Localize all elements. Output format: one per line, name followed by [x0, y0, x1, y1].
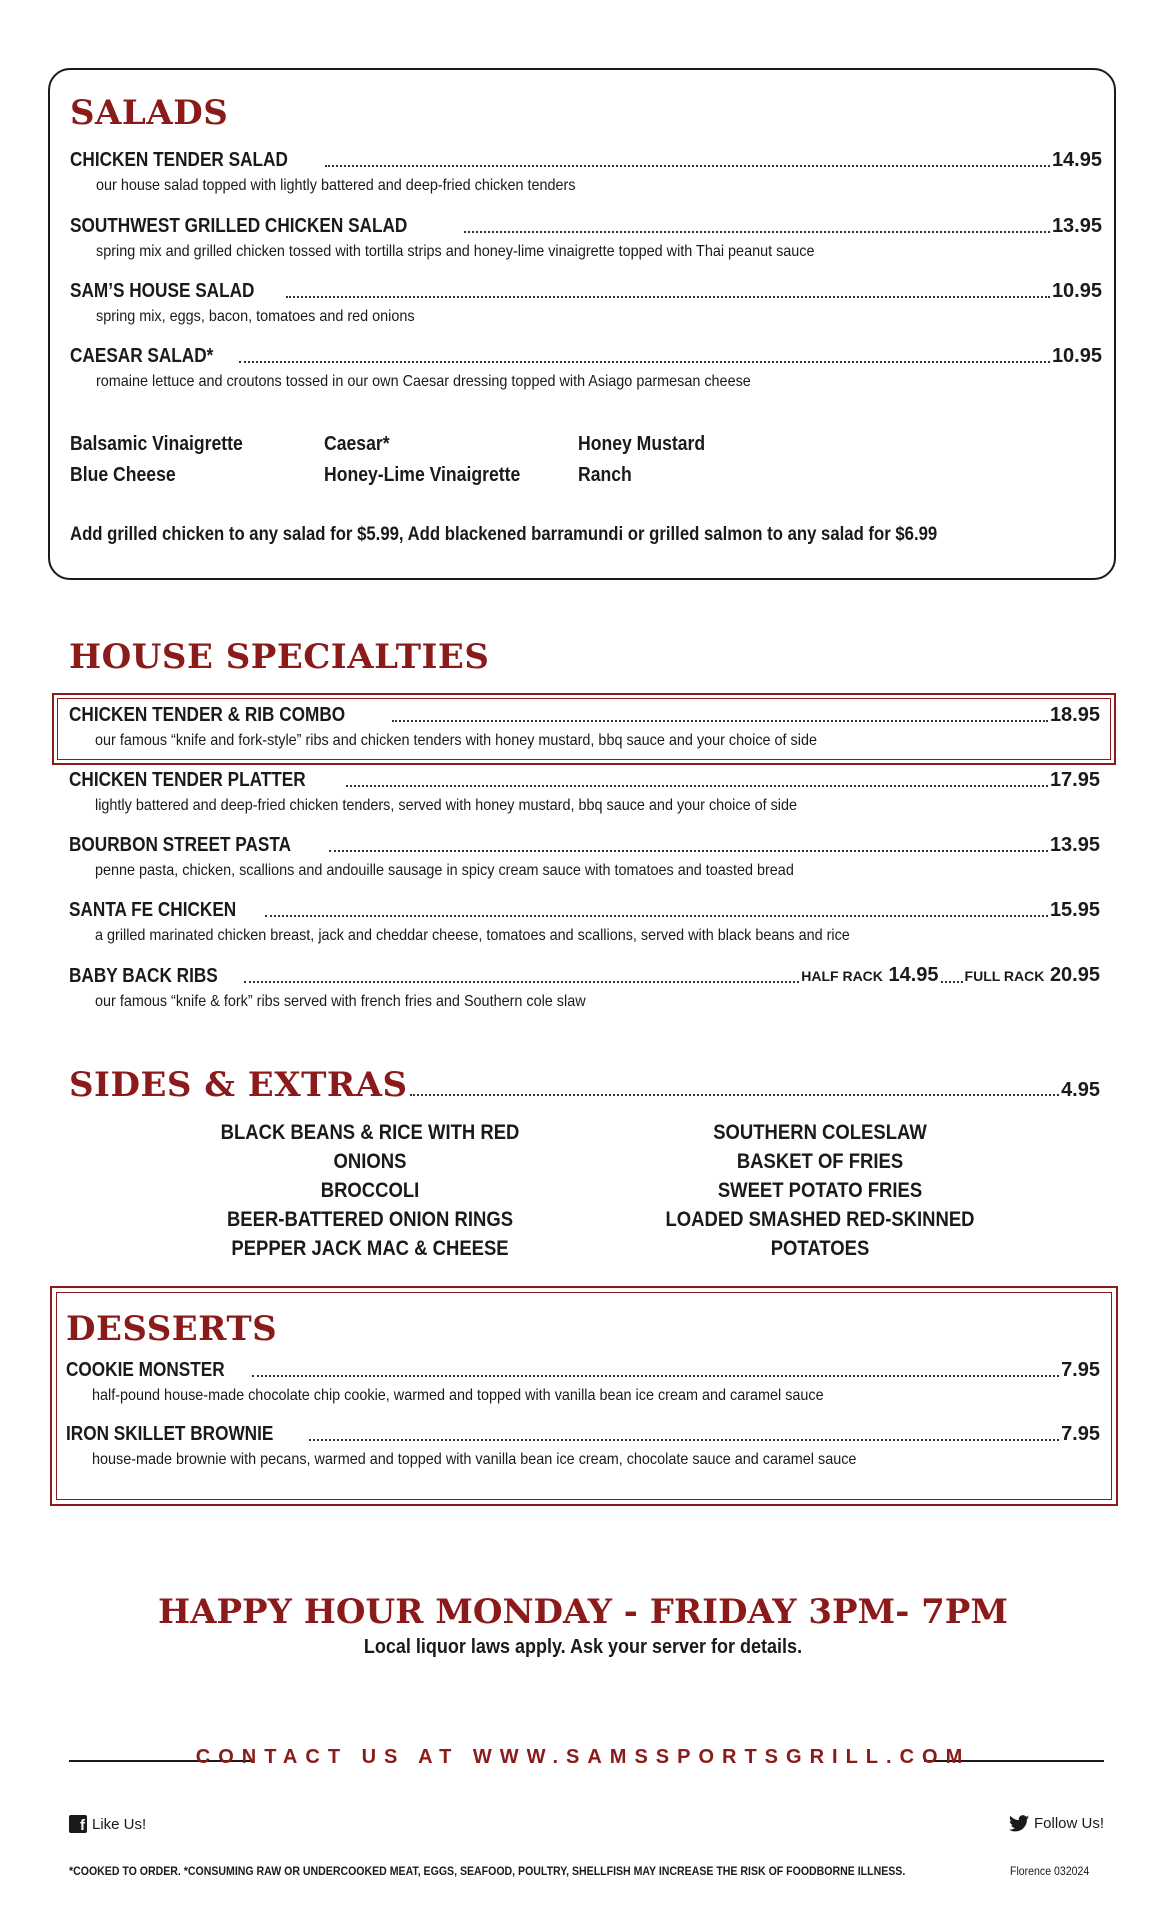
item-price: 7.95	[1061, 1359, 1100, 1381]
side-item: PEPPER JACK MAC & CHEESE	[231, 1237, 509, 1260]
dressing-option: Honey Mustard	[578, 433, 706, 455]
menu-code: Florence 032024	[1010, 1864, 1090, 1878]
twitter-link[interactable]	[1009, 1815, 1104, 1832]
item-price: 15.95	[1049, 899, 1100, 921]
dressing-option: Blue Cheese	[70, 464, 176, 486]
item-name: CAESAR SALAD*	[70, 345, 214, 367]
facebook-icon: f	[69, 1815, 87, 1833]
item-description: our famous “knife & fork” ribs served with french fries and Southern cole slaw	[95, 993, 586, 1010]
sides-header	[69, 1065, 1100, 1105]
item-name: IRON SKILLET BROWNIE	[66, 1423, 274, 1445]
twitter-bird-icon	[1009, 1815, 1029, 1832]
facebook-link[interactable]	[69, 1815, 146, 1833]
item-price: 18.95	[1049, 704, 1100, 726]
item-price: 13.95	[1051, 215, 1102, 237]
item-description: house-made brownie with pecans, warmed and topped with vanilla bean ice cream, chocolate sauce and caramel sauce	[92, 1451, 857, 1468]
item-name: CHICKEN TENDER & RIB COMBO	[69, 704, 346, 726]
dressing-option: Ranch	[578, 464, 632, 486]
menu-item	[66, 1358, 1100, 1406]
item-description: romaine lettuce and croutons tossed in our own Caesar dressing topped with Asiago parmesan cheese	[96, 373, 751, 390]
leader-dots	[392, 720, 1048, 722]
dressing-column-2	[324, 429, 520, 491]
leader-dots	[325, 165, 1050, 167]
leader-dots	[265, 915, 1047, 917]
side-item: BROCCOLI	[320, 1179, 420, 1202]
side-item: SOUTHERN COLESLAW	[713, 1121, 927, 1144]
menu-item	[66, 1422, 1100, 1470]
menu-item	[69, 898, 1100, 946]
item-description: spring mix and grilled chicken tossed with tortilla strips and honey-lime vinaigrette topped with Thai peanut sauce	[96, 243, 815, 260]
item-name: SANTA FE CHICKEN	[69, 899, 237, 921]
salads-title: SALADS	[70, 93, 229, 133]
item-price: 10.95	[1051, 345, 1102, 367]
side-item: BEER-BATTERED ONION RINGS	[226, 1208, 514, 1231]
menu-item	[69, 703, 1100, 751]
item-name: CHICKEN TENDER PLATTER	[69, 769, 306, 791]
item-price: 14.95	[1051, 149, 1102, 171]
menu-item	[69, 833, 1100, 881]
sides-price: 4.95	[1061, 1079, 1100, 1101]
dressing-column-3	[578, 429, 705, 491]
item-description: half-pound house-made chocolate chip cookie, warmed and topped with vanilla bean ice cream and caramel sauce	[92, 1387, 824, 1404]
item-description: penne pasta, chicken, scallions and andouille sausage in spicy cream sauce with tomatoes and toasted bread	[95, 862, 794, 879]
menu-item	[70, 214, 1102, 262]
side-item: LOADED SMASHED RED-SKINNED POTATOES	[665, 1208, 975, 1260]
follow-label: Follow Us!	[1033, 1815, 1104, 1832]
dressing-option: Honey-Lime Vinaigrette	[324, 464, 521, 486]
item-name: SOUTHWEST GRILLED CHICKEN SALAD	[70, 215, 408, 237]
contact-link[interactable]: CONTACT US AT WWW.SAMSSPORTSGRILL.COM	[195, 1746, 971, 1768]
leader-dots	[244, 981, 799, 983]
item-price: 10.95	[1051, 280, 1102, 302]
item-description: lightly battered and deep-fried chicken tenders, served with honey mustard, bbq sauce and your choice of side	[95, 797, 798, 814]
happy-hour-title: HAPPY HOUR MONDAY - FRIDAY 3PM- 7PM	[157, 1592, 1009, 1632]
side-item: BASKET OF FRIES	[736, 1150, 904, 1173]
item-name: COOKIE MONSTER	[66, 1359, 225, 1381]
sides-list-left	[185, 1118, 555, 1263]
menu-item	[70, 344, 1102, 392]
dressing-option: Balsamic Vinaigrette	[70, 433, 243, 455]
leader-dots	[252, 1375, 1059, 1377]
dressing-option: Caesar*	[324, 433, 390, 455]
menu-item-ribs	[69, 963, 1100, 1012]
item-description: our house salad topped with lightly battered and deep-fried chicken tenders	[96, 177, 576, 194]
half-rack-price: HALF RACK 14.95	[801, 964, 939, 986]
leader-dots	[346, 785, 1048, 787]
leader-dots	[286, 296, 1049, 298]
dressing-column-1	[70, 429, 243, 491]
like-label: Like Us!	[92, 1815, 147, 1833]
leader-dots	[309, 1439, 1059, 1441]
specialties-title: HOUSE SPECIALTIES	[69, 637, 490, 677]
leader-dots	[329, 850, 1048, 852]
item-price: 17.95	[1049, 769, 1100, 791]
salad-addon-note: Add grilled chicken to any salad for $5.99, Add blackened barramundi or grilled salmon to any salad for $6.99	[70, 524, 938, 545]
full-rack-price: FULL RACK 20.95	[964, 964, 1100, 986]
sides-list-right	[626, 1118, 1013, 1263]
item-name: BOURBON STREET PASTA	[69, 834, 292, 856]
leader-dots	[464, 231, 1050, 233]
salads-section	[48, 68, 1116, 580]
side-item: BLACK BEANS & RICE WITH RED ONIONS	[220, 1121, 520, 1173]
item-price: 13.95	[1049, 834, 1100, 856]
happy-hour-subtitle: Local liquor laws apply. Ask your server for details.	[363, 1636, 803, 1658]
item-price: 7.95	[1061, 1423, 1100, 1445]
item-name: CHICKEN TENDER SALAD	[70, 149, 288, 171]
leader-dots	[410, 1094, 1059, 1096]
menu-item	[70, 148, 1102, 196]
desserts-title: DESSERTS	[66, 1309, 278, 1349]
sides-title: SIDES & EXTRAS	[69, 1065, 408, 1105]
item-name: BABY BACK RIBS	[69, 965, 218, 987]
side-item: SWEET POTATO FRIES	[717, 1179, 923, 1202]
item-description: a grilled marinated chicken breast, jack and cheddar cheese, tomatoes and scallions, served with black beans and rice	[95, 927, 850, 944]
leader-dots	[941, 981, 963, 983]
menu-item	[70, 279, 1102, 327]
item-description: our famous “knife and fork-style” ribs and chicken tenders with honey mustard, bbq sauce and your choice of side	[95, 732, 817, 749]
item-name: SAM’S HOUSE SALAD	[70, 280, 255, 302]
menu-item	[69, 768, 1100, 816]
leader-dots	[239, 361, 1050, 363]
disclaimer: *COOKED TO ORDER. *CONSUMING RAW OR UNDERCOOKED MEAT, EGGS, SEAFOOD, POULTRY, SHELLFISH MAY INCREASE THE RISK OF FOODBORNE ILLNESS.	[69, 1864, 906, 1878]
item-description: spring mix, eggs, bacon, tomatoes and red onions	[96, 308, 415, 325]
